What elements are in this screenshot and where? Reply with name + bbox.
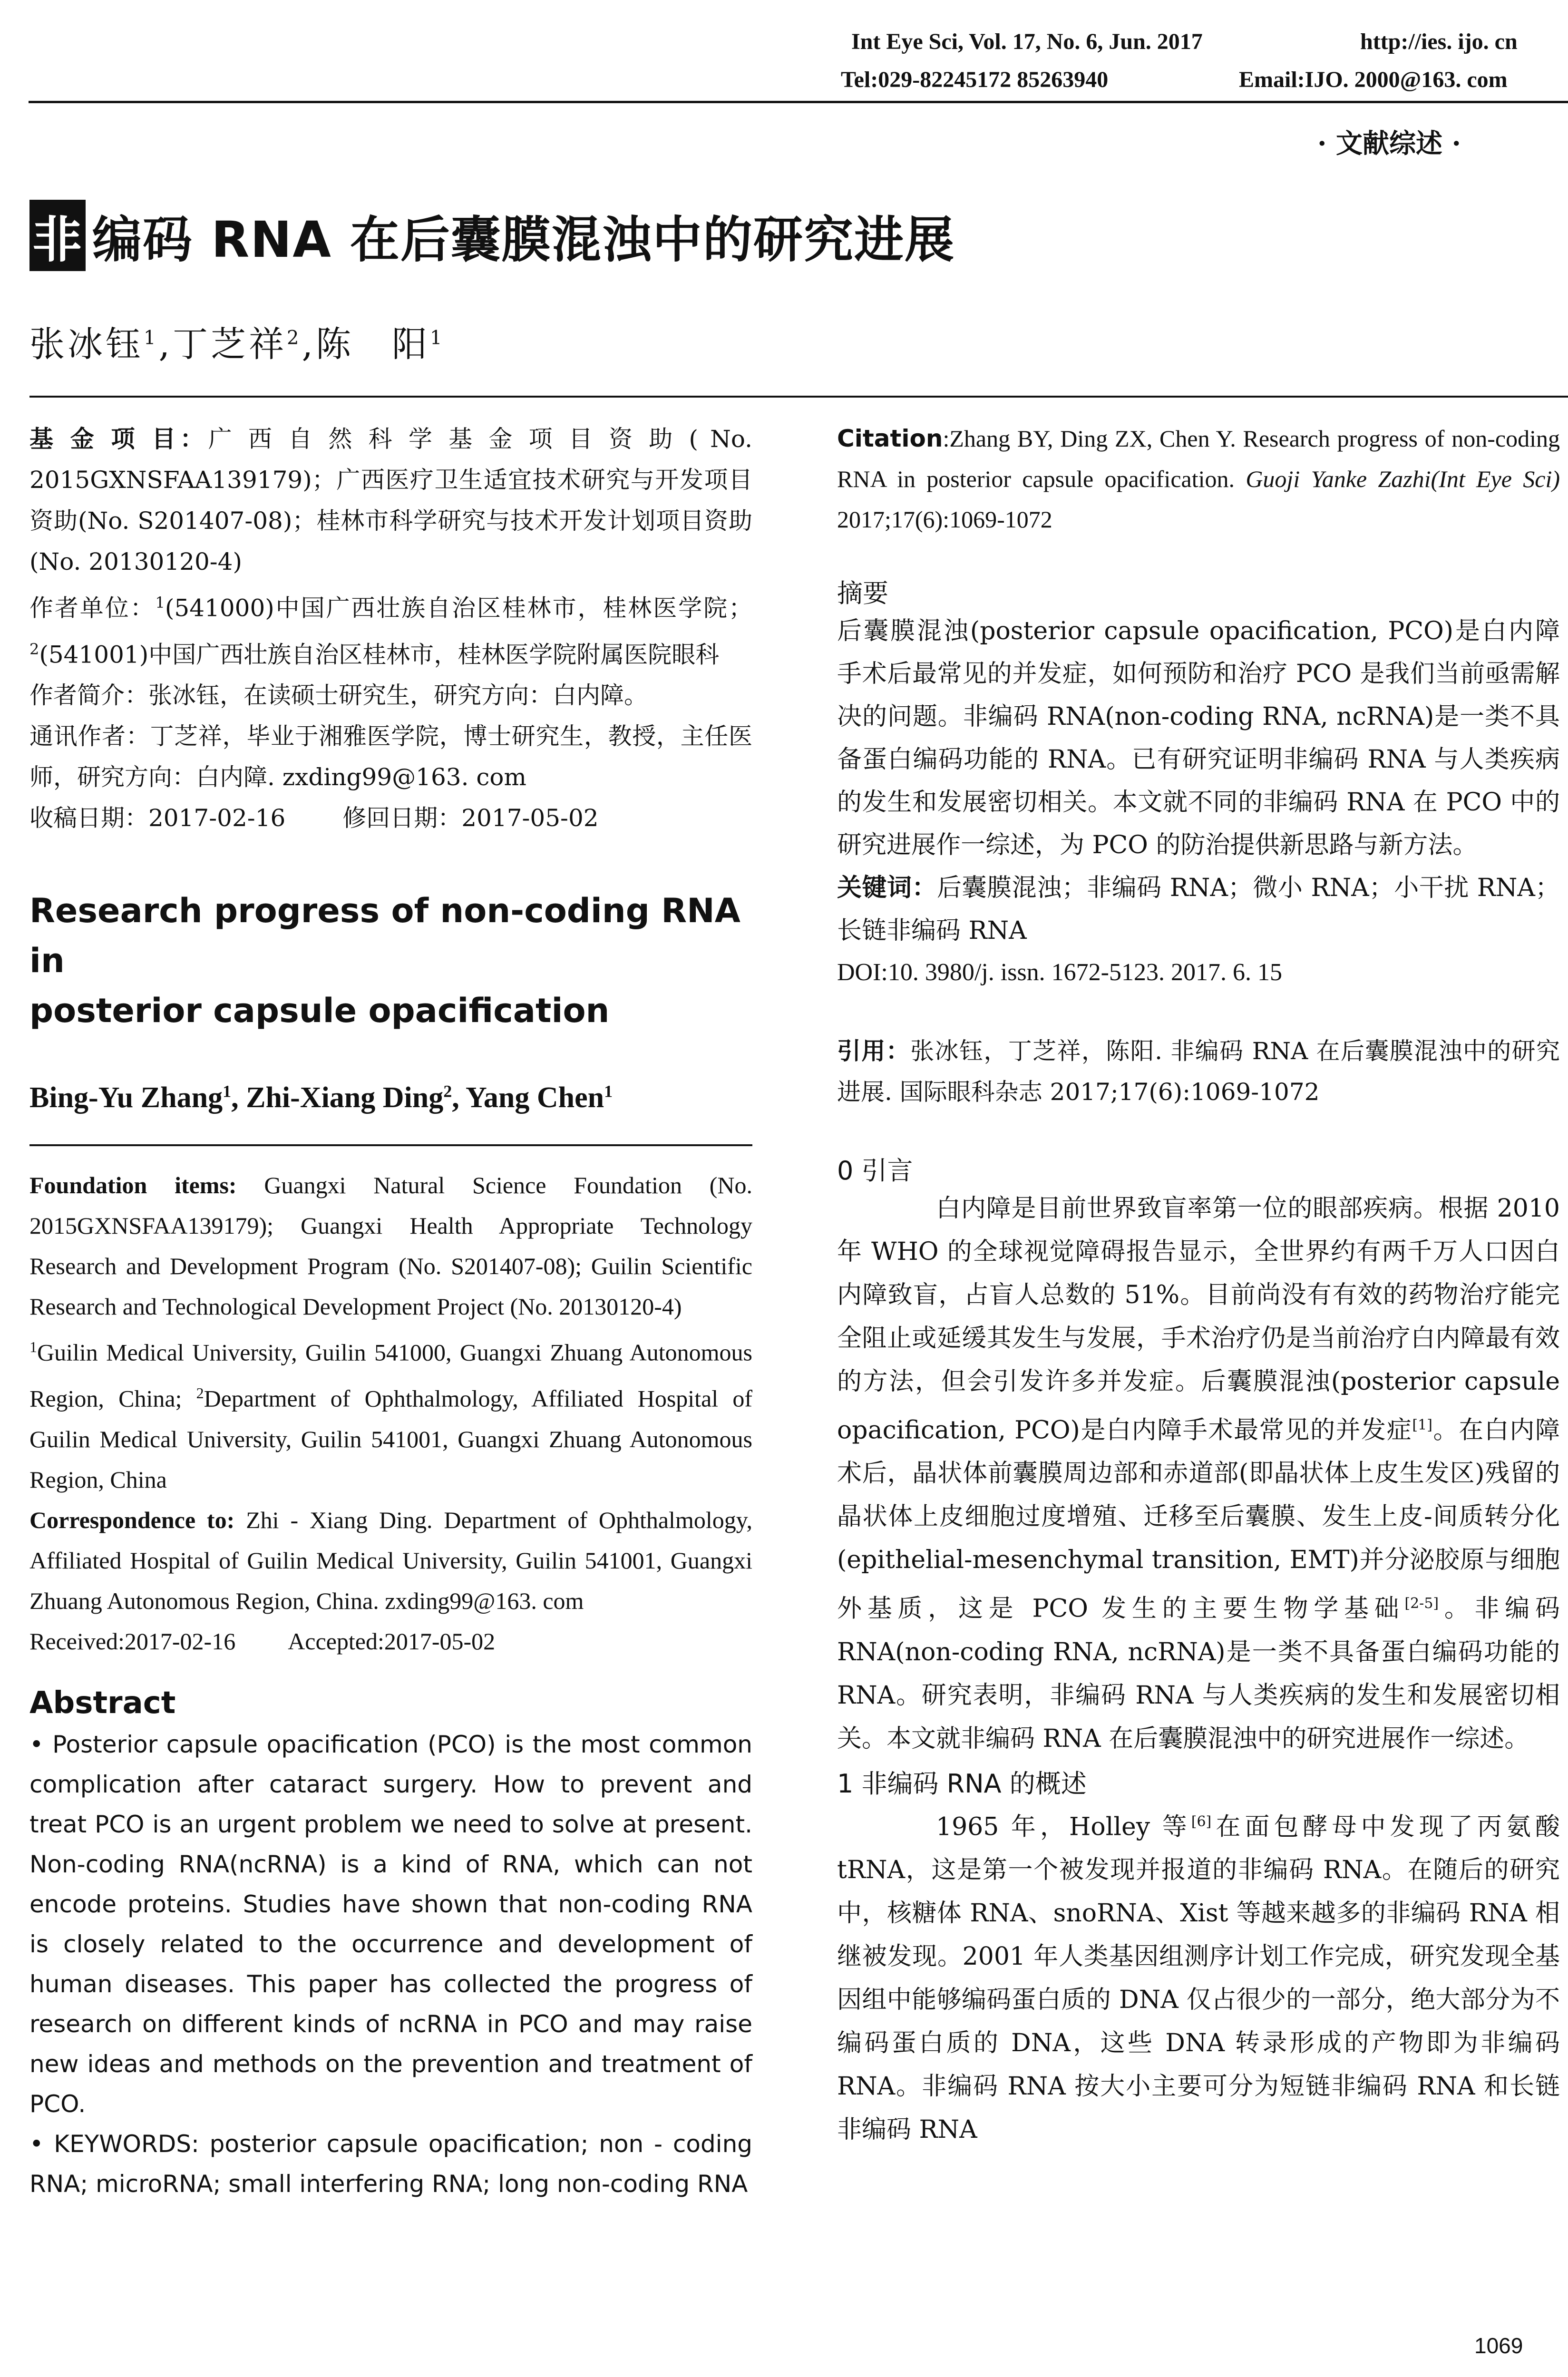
authors-cn [29,316,445,367]
author-en-3-affil: 1 [604,1081,613,1101]
citation-en [837,419,1560,540]
foundation-cn [29,419,752,582]
right-column [837,419,1560,2152]
journal-tel: Tel:029-82245172 85263940 [841,67,1109,92]
author-en-2-affil: 2 [443,1081,452,1101]
revised-date-cn: 修回日期：2017-05-02 [342,804,599,832]
abstract-en-body: • Posterior capsule opacification (PCO) is the most common complication after cataract surgery. How to prevent and treat PCO is an urgent problem we need to solve at present. Non-coding RNA(ncRNA) is a kind of RNA, which can not encode proteins. Studies have shown that non-coding RNA is closely related to the occurrence and development of human diseases. This paper has collected the progress of research on different kinds of ncRNA in PCO and may raise new ideas and methods on the prevention and treatment of PCO. [29,1730,752,2118]
author-2-affil: 2 [286,327,302,349]
intro-ref-1[interactable]: [1] [1412,1417,1432,1433]
english-title-line-1: Research progress of non-coding RNA in [29,891,740,981]
page-title [29,200,955,271]
keywords-en: • KEYWORDS: posterior capsule opacification; non - coding RNA; microRNA; small interfering RNA; long non-coding RNA [29,2130,752,2198]
english-title [29,886,752,1036]
foundation-cn-text: 广 西 自 然 科 学 基 金 项 目 资 助 ( No. 2015GXNSFAA139179)；广西医疗卫生适宜技术研究与开发项目资助(No. S201407-08)；桂林市科学研究与技术开发计划项目资助(No. 20130120-4) [29,425,752,575]
section-1-ref[interactable]: [6] [1191,1813,1212,1830]
journal-email[interactable]: Email:IJO. 2000@163. com [1239,67,1508,92]
citation-text: :Zhang BY, Ding ZX, Chen Y. Research progress of non-coding RNA in posterior capsule opacification. [837,425,1560,492]
foundation-en-text: Guangxi Natural Science Foundation (No. 2015GXNSFAA139179); Guangxi Health Appropriate Technology Research and Development Program (No. S201407-08); Guilin Scientific Research and Technological Development Project (No. 20130120-4) [29,1172,752,1320]
affiliations-en [29,1327,752,1500]
affil-en-1: Guilin Medical University, Guilin 541000, Guangxi Zhuang Autonomous Region, China; [29,1339,752,1412]
author-3-affil: 1 [429,327,445,349]
author-en-1-affil: 1 [223,1081,232,1101]
author-2: ,丁芝祥 [158,324,287,365]
affil-en-2: Department of Ophthalmology, Affiliated Hospital of Guilin Medical University, Guilin 541001, Guangxi Zhuang Autonomous Region, China [29,1385,752,1493]
abstract-cn-body: 后囊膜混浊(posterior capsule opacification, PCO)是白内障手术后最常见的并发症，如何预防和治疗 PCO 是我们当前亟需解决的问题。非编码 RNA(non-coding RNA, ncRNA)是一类不具备蛋白编码功能的 RNA。已有研究证明非编码 RNA 与人类疾病的发生和发展密切相关。本文就不同的非编码 RNA 在 PCO 中的研究进展作一综述，为 PCO 的防治提供新思路与新方法。 [837,617,1560,859]
affil-cn-2: (541001)中国广西壮族自治区桂林市，桂林医学院附属医院眼科 [39,641,720,669]
header-rule [29,101,1568,103]
section-tag: · 文献综述 · [1317,128,1461,159]
title-first-char: 非 [29,200,86,271]
doi[interactable]: DOI:10. 3980/j. issn. 1672-5123. 2017. 6. 15 [837,959,1282,986]
received-date-cn: 收稿日期：2017-02-16 [29,804,286,832]
correspondence-en-text: Zhi - Xiang Ding. Department of Ophthalmology, Affiliated Hospital of Guilin Medical University, Guilin 541001, Guangxi Zhuang Autonomous Region, China. zxding99@163. com [29,1506,752,1614]
affil-cn-1: (541000)中国广西壮族自治区桂林市，桂林医学院； [165,594,752,622]
correspondence-en [29,1500,752,1621]
title-rule [29,396,1568,398]
correspondence-cn: 通讯作者：丁芝祥，毕业于湘雅医学院，博士研究生，教授，主任医师，研究方向：白内障. zxding99@163. com [29,722,752,791]
citation-label: Citation [837,425,943,452]
accepted-date-en: Accepted:2017-05-02 [288,1627,496,1655]
en-authors-rule [29,1144,752,1146]
affil-en-mark-1: 1 [29,1338,37,1356]
affiliations-cn [29,582,752,675]
affil-cn-mark-1: 1 [155,594,165,612]
citation-journal: Guoji Yanke Zazhi(Int Eye Sci) [1246,466,1560,492]
intro-heading: 0 引言 [837,1156,913,1186]
intro-text-2: 。在白内障术后，晶状体前囊膜周边部和赤道部(即晶状体上皮生发区)残留的晶状体上皮细胞过度增殖、迁移至后囊膜、发生上皮-间质转分化(epithelial-mesenchymal transition, EMT)并分泌胶原与细胞外基质，这是 PCO 发生的主要生物学基础 [837,1416,1560,1623]
citation-cn-label: 引用： [837,1037,911,1065]
author-en-2: , Zhi-Xiang Ding [231,1081,444,1114]
intro-text-1: 白内障是目前世界致盲率第一位的眼部疾病。根据 2010 年 WHO 的全球视觉障碍报告显示，全世界约有两千万人口因白内障致盲，占盲人总数的 51%。目前尚没有有效的药物治疗能完全阻止或延缓其发生与发展，手术治疗仍是当前治疗白内障最有效的方法，但会引发许多并发症。后囊膜混浊(posterior capsule opacification, PCO)是白内障手术最常见的并发症 [837,1194,1560,1445]
abstract-cn-heading: 摘要 [837,578,888,608]
left-column [29,419,752,2204]
intro-paragraph [837,1187,1560,1761]
foundation-en-label: Foundation items: [29,1172,237,1199]
affil-cn-mark-2: 2 [29,640,39,658]
citation-cn [837,1031,1560,1112]
authors-en [29,1081,752,1115]
section-1-text-1: 1965 年，Holley 等 [936,1812,1191,1841]
keywords-cn-label: 关键词： [837,874,937,902]
keywords-cn [837,867,1560,952]
author-en-3: , Yang Chen [452,1081,604,1114]
foundation-en [29,1165,752,1327]
keywords-cn-text: 后囊膜混浊；非编码 RNA；微小 RNA；小干扰 RNA；长链非编码 RNA [837,874,1560,945]
section-1-heading: 1 非编码 RNA 的概述 [837,1768,1087,1799]
citation-cn-text: 张冰钰，丁芝祥，陈阳. 非编码 RNA 在后囊膜混浊中的研究进展. 国际眼科杂志 2017;17(6):1069-1072 [837,1037,1560,1106]
affil-cn-label: 作者单位： [29,594,156,622]
intro-text-3: 。非编码 RNA(non-coding RNA, ncRNA)是一类不具备蛋白编码功能的 RNA。研究表明，非编码 RNA 与人类疾病的发生和发展密切相关。本文就非编码 RNA 在后囊膜混浊中的研究进展作一综述。 [837,1594,1560,1753]
received-date-en: Received:2017-02-16 [29,1627,236,1655]
author-1: 张冰钰 [29,324,144,365]
author-bio-cn: 作者简介：张冰钰，在读硕士研究生，研究方向：白内障。 [29,682,648,710]
english-title-line-2: posterior capsule opacification [29,991,610,1031]
journal-url[interactable]: http://ies. ijo. cn [1360,29,1518,54]
section-1-text-2: 在面包酵母中发现了丙氨酸 tRNA，这是第一个被发现并报道的非编码 RNA。在随后的研究中，核糖体 RNA、snoRNA、Xist 等越来越多的非编码 RNA 相继被发现。2001 年人类基因组测序计划工作完成，研究发现全基因组中能够编码蛋白质的 DNA 仅占很少的一部分，绝大部分为不编码蛋白质的 DNA，这些 DNA 转录形成的产物即为非编码 RNA。非编码 RNA 按大小主要可分为短链非编码 RNA 和长链非编码 RNA [837,1812,1560,2144]
foundation-cn-label: 基 金 项 目： [29,425,208,453]
section-1-paragraph [837,1800,1560,2152]
intro-ref-2[interactable]: [2-5] [1404,1595,1439,1612]
title-rest: 编码 RNA 在后囊膜混浊中的研究进展 [92,211,955,269]
page-number: 1069 [1474,2333,1523,2358]
affil-en-mark-2: 2 [196,1384,204,1402]
citation-volume: 2017;17(6):1069-1072 [837,506,1052,533]
abstract-en-heading: Abstract [29,1685,176,1721]
dates-en [29,1621,752,1662]
journal-header-line: Int Eye Sci, Vol. 17, No. 6, Jun. 2017 [851,29,1203,54]
dates-cn [29,798,752,838]
author-1-affil: 1 [144,327,159,349]
correspondence-en-label: Correspondence to: [29,1506,235,1533]
author-3: ,陈 阳 [302,324,430,365]
author-en-1: Bing-Yu Zhang [29,1081,223,1114]
